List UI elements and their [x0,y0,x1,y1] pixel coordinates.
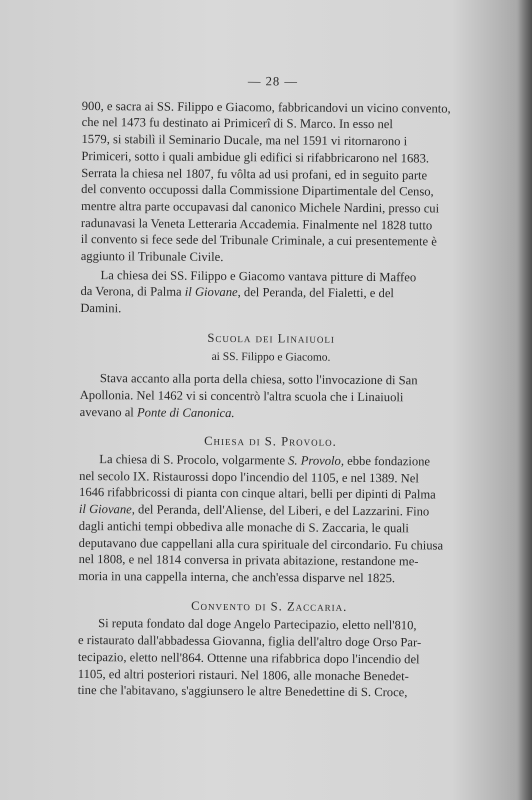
text-span: del Peranda, dell'Aliense, del Liberi, e del Lazzarini. Fino [138,502,430,519]
text-span: La chiesa di S. Procolo, volgarmente [99,452,286,468]
text-line: moria in una cappella interna, che anch'essa disparve nel 1825. [78,568,396,586]
text-line: Primiceri, sotto i quali ambidue gli edifici si rifabbricarono nel 1683. [81,148,430,166]
section-heading: Convento di S. Zaccaria. [191,598,348,614]
text-span: avevano al [79,404,134,420]
text-line: radunavasi la Veneta Letteraria Accademia. Finalmente nel 1828 tutto [80,215,433,233]
italic-text: il Giovane [184,285,238,300]
paragraph-linaiuoli [80,370,462,423]
text-line: nel secolo IX. Ristaurossi dopo l'incendio del 1105, e nel 1389. Nel [79,468,419,486]
text-line: 1105, ed altri posteriori ristauri. Nel 1806, alle monache Benedet- [77,666,409,683]
text-line: deputavano due cappellani alla cura spirituale del circondario. Fu chiusa [78,535,444,553]
section-heading: Chiesa di S. Provolo. [204,434,337,450]
paragraph-pitture [80,267,462,320]
text-line [80,404,462,423]
text-line: che nel 1473 fu destinato ai Primicerî di S. Marco. In esso nel [81,115,393,132]
text-line [80,283,462,302]
text-line: La chiesa dei SS. Filippo e Giacomo vantava pitture di Maffeo [100,267,417,285]
text-line: dagli antichi tempi obbediva alle monache di S. Zaccaria, le quali [78,518,409,536]
text-line: tine che l'abitavano, s'aggiunsero le altre Benedettine di S. Croce, [77,683,408,700]
paragraph-continuation [81,98,464,268]
section-subheading: ai SS. Filippo e Giacomo. [211,350,331,364]
text-span: , del Peranda, del Fialetti, e del [237,285,395,301]
page-text-block [78,72,464,704]
paragraph-zaccaria [78,615,461,701]
page-edge-shadow [518,0,532,800]
text-line: Damini. [80,301,122,316]
page-number: — 28 — [247,74,299,89]
italic-text: S. Provolo, [288,453,345,468]
text-line: 1579, si stabilì il Seminario Ducale, ma nel 1591 vi ritornarono i [81,132,408,149]
section-heading: Scuola dei Linaiuoli [207,330,335,346]
italic-text: Ponte di Canonica. [136,405,235,420]
text-line: del convento occupossi dalla Commissione Dipartimentale del Censo, [81,182,434,199]
text-line: Serrata la chiesa nel 1807, fu vôlta ad usi profani, ed in seguito parte [81,165,428,182]
paragraph-provolo [78,451,461,587]
text-line: nel 1808, e nel 1814 conversa in privata abitazione, restandone me- [78,552,419,569]
text-line: Si reputa fondato dal doge Angelo Partecipazio, eletto nell'810, [98,616,417,633]
text-span: ebbe fondazione [347,453,431,469]
text-line: il convento si fece sede del Tribunale Criminale, a cui presentemente è [80,232,437,249]
italic-text: il Giovane, [78,502,135,517]
text-span: da Verona, di Palma [80,284,182,300]
text-line: 900, e sacra ai SS. Filippo e Giacomo, fabbricandovi un vicino convento, [81,98,451,116]
text-line: mentre altra parte occupavasi dal canonico Michele Nardini, presso cui [81,198,440,216]
text-line: e ristaurato dall'abbadessa Giovanna, figlia dell'altro doge Orso Par- [77,633,422,650]
text-line: Apollonia. Nel 1462 vi si concentrò l'altra scuola che i Linaiuoli [79,387,404,405]
text-line: Stava accanto alla porta della chiesa, sotto l'invocazione di San [99,371,418,388]
text-line: aggiunto il Tribunale Civile. [80,249,224,265]
text-line: 1646 rifabbricossi di pianta con cinque altari, belli per dipinti di Palma [79,485,436,502]
text-line: tecipazio, eletto nell'864. Ottenne una rifabbrica dopo l'incendio del [77,649,420,667]
